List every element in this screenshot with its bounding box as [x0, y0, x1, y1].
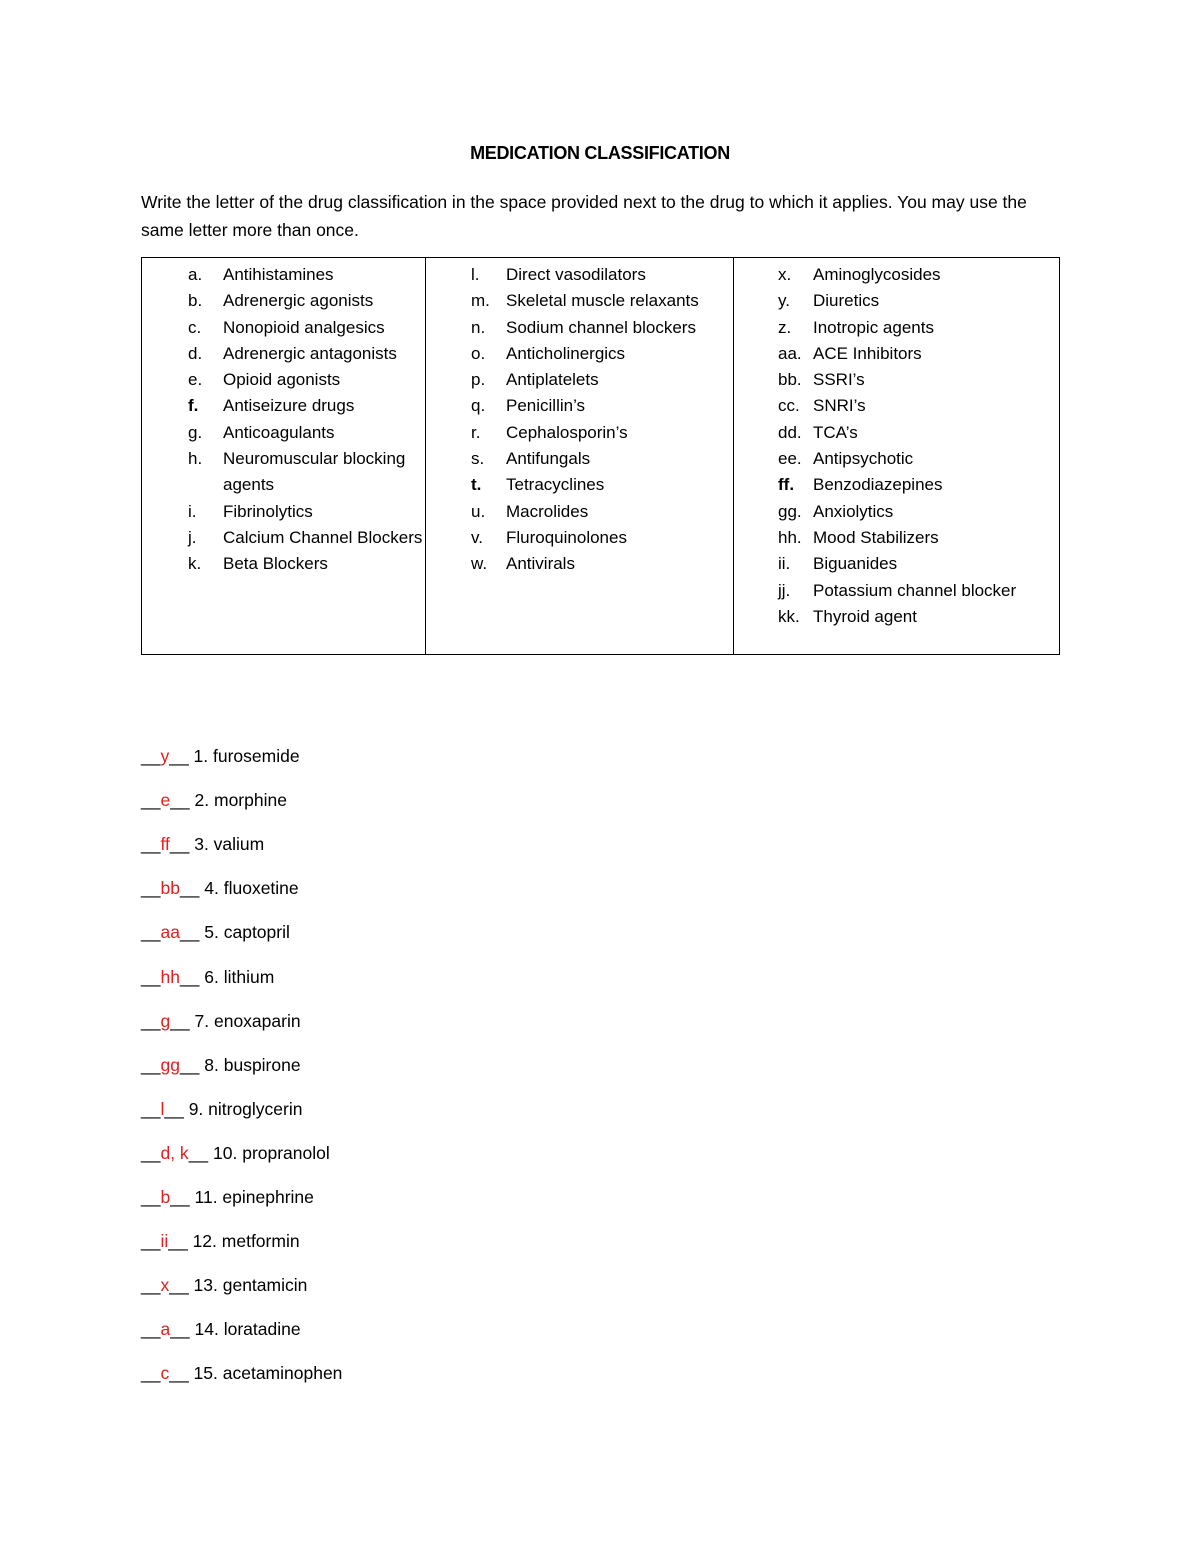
- drug-name: 12. metformin: [192, 1231, 300, 1252]
- classification-label: Mood Stabilizers: [813, 527, 939, 547]
- answer-row: [141, 1275, 307, 1296]
- classification-item: [778, 420, 1059, 446]
- answer-blank-right: __: [179, 1054, 205, 1075]
- classification-label: Antifungals: [506, 449, 591, 469]
- answer-blank-left: __: [141, 1363, 161, 1384]
- classification-label: Cephalosporin’s: [506, 422, 628, 442]
- classification-item: [778, 393, 1059, 419]
- answer-letter[interactable]: gg: [160, 1054, 180, 1075]
- classification-marker: dd.: [778, 422, 802, 442]
- classification-label: Antipsychotic: [813, 449, 914, 469]
- answer-blank-right: __: [179, 922, 205, 943]
- classification-label: Adrenergic antagonists: [223, 343, 397, 363]
- classification-label: SNRI’s: [813, 396, 866, 416]
- answer-blank-right: __: [170, 790, 195, 811]
- answer-blank-left: __: [141, 834, 161, 855]
- answer-blank-left: __: [141, 1054, 161, 1075]
- classification-marker: t.: [471, 475, 482, 495]
- answer-blank-left: __: [141, 746, 161, 766]
- classification-label: SSRI’s: [813, 370, 865, 390]
- classification-item: [188, 367, 425, 393]
- drug-name: 14. loratadine: [194, 1319, 301, 1340]
- answer-row: [141, 1099, 303, 1120]
- answer-blank-right: __: [170, 1319, 195, 1340]
- classification-marker: gg.: [778, 501, 802, 521]
- classification-label: ACE Inhibitors: [813, 343, 922, 363]
- classification-item: [471, 499, 733, 525]
- answer-blank-right: __: [164, 1098, 189, 1119]
- answer-row: [141, 1231, 300, 1252]
- classification-item: [778, 472, 1059, 498]
- answer-blank-left: __: [141, 1098, 161, 1119]
- answer-blank-left: __: [141, 922, 161, 943]
- answer-row: [141, 746, 300, 767]
- classification-marker: w.: [471, 554, 488, 574]
- classification-label: Antivirals: [506, 554, 575, 574]
- answer-row: [141, 1011, 301, 1032]
- classification-marker: ii.: [778, 554, 791, 574]
- answer-row: [141, 967, 274, 988]
- classification-item: [471, 262, 733, 288]
- classification-label: Antiseizure drugs: [223, 396, 355, 416]
- classification-item: [778, 288, 1059, 314]
- drug-name: 8. buspirone: [204, 1054, 301, 1075]
- drug-name: 15. acetaminophen: [193, 1363, 343, 1384]
- classification-label: Skeletal muscle relaxants: [506, 291, 699, 311]
- classification-label: Antihistamines: [223, 265, 334, 284]
- classification-label: Beta Blockers: [223, 554, 328, 574]
- classification-label: Fibrinolytics: [223, 501, 313, 521]
- answer-blank-right: __: [169, 746, 194, 766]
- classification-label: Direct vasodilators: [506, 265, 646, 284]
- answer-blank-left: __: [141, 966, 161, 987]
- classification-item: [188, 262, 425, 288]
- answer-letter[interactable]: ff: [160, 834, 170, 855]
- classification-marker: f.: [188, 396, 199, 416]
- drug-name: 1. furosemide: [193, 746, 300, 766]
- classification-marker: z.: [778, 317, 792, 337]
- classification-marker: n.: [471, 317, 486, 337]
- classification-marker: l.: [471, 265, 480, 284]
- answer-blank-right: __: [179, 878, 205, 899]
- answer-row: [141, 922, 290, 943]
- classification-item: [188, 446, 425, 499]
- classification-item: [471, 525, 733, 551]
- classification-item: [471, 341, 733, 367]
- answer-blank-right: __: [169, 1275, 194, 1296]
- classification-item: [471, 472, 733, 498]
- answer-letter[interactable]: g: [160, 1010, 171, 1031]
- classification-table: [141, 257, 1060, 655]
- classification-marker: c.: [188, 317, 202, 337]
- classification-item: [188, 315, 425, 341]
- answer-row: [141, 790, 287, 811]
- answer-blank-left: __: [141, 790, 161, 811]
- answer-letter[interactable]: d, k: [160, 1142, 189, 1163]
- classification-label: Diuretics: [813, 291, 880, 311]
- answer-letter[interactable]: aa: [160, 922, 180, 943]
- classification-label: Benzodiazepines: [813, 475, 943, 495]
- classification-marker: kk.: [778, 606, 800, 626]
- classification-column-3: [733, 258, 1059, 654]
- classification-marker: y.: [778, 291, 790, 311]
- classification-item: [778, 499, 1059, 525]
- classification-marker: e.: [188, 370, 203, 390]
- answer-blank-right: __: [169, 834, 195, 855]
- answer-blank-right: __: [188, 1142, 214, 1163]
- classification-marker: ff.: [778, 475, 795, 495]
- answer-blank-left: __: [141, 1142, 161, 1163]
- classification-item: [471, 446, 733, 472]
- classification-item: [471, 288, 733, 314]
- classification-label: Penicillin’s: [506, 396, 586, 416]
- answer-row: [141, 1143, 330, 1164]
- classification-marker: q.: [471, 396, 486, 416]
- answer-blank-left: __: [141, 1187, 161, 1207]
- classification-marker: aa.: [778, 343, 802, 363]
- classification-marker: ee.: [778, 449, 802, 469]
- classification-marker: o.: [471, 343, 486, 363]
- classification-marker: r.: [471, 422, 481, 442]
- classification-item: [188, 420, 425, 446]
- classification-item: [778, 315, 1059, 341]
- answer-blank-left: __: [141, 1231, 161, 1252]
- classification-marker: j.: [188, 527, 197, 547]
- classification-label: Calcium Channel Blockers: [223, 527, 423, 547]
- drug-name: 7. enoxaparin: [194, 1010, 301, 1031]
- classification-label: Biguanides: [813, 554, 898, 574]
- classification-marker: jj.: [778, 580, 791, 600]
- classification-item: [778, 262, 1059, 288]
- classification-marker: h.: [188, 449, 203, 469]
- answer-row: [141, 878, 299, 899]
- classification-item: [778, 367, 1059, 393]
- classification-item: [778, 341, 1059, 367]
- drug-name: 10. propranolol: [213, 1142, 330, 1163]
- classification-marker: g.: [188, 422, 203, 442]
- classification-item: [471, 393, 733, 419]
- drug-name: 6. lithium: [204, 966, 275, 987]
- classification-label: Opioid agonists: [223, 370, 341, 390]
- answer-blank-left: __: [141, 1275, 161, 1296]
- classification-marker: x.: [778, 265, 792, 284]
- classification-item: [188, 551, 425, 577]
- answer-letter[interactable]: a: [160, 1319, 171, 1340]
- classification-list-3: [733, 258, 1059, 630]
- classification-marker: k.: [188, 554, 202, 574]
- answer-blank-right: __: [170, 1010, 195, 1031]
- classification-marker: cc.: [778, 396, 800, 416]
- classification-label: Nonopioid analgesics: [223, 317, 385, 337]
- drug-name: 11. epinephrine: [194, 1187, 314, 1207]
- answer-row: [141, 1187, 314, 1208]
- instructions-text: Write the letter of the drug classification in the space provided next to the drug to which it applies. You may use the same letter more than once.: [141, 192, 1027, 240]
- classification-marker: m.: [471, 291, 490, 311]
- classification-label: Anticholinergics: [506, 343, 626, 363]
- classification-item: [778, 446, 1059, 472]
- classification-item: [471, 315, 733, 341]
- answer-row: [141, 1363, 342, 1384]
- classification-item: [778, 578, 1059, 604]
- classification-marker: b.: [188, 291, 203, 311]
- drug-name: 5. captopril: [204, 922, 290, 943]
- answer-blank-left: __: [141, 878, 161, 899]
- classification-item: [778, 525, 1059, 551]
- classification-item: [471, 551, 733, 577]
- classification-marker: p.: [471, 370, 486, 390]
- answer-letter[interactable]: hh: [160, 966, 180, 987]
- answer-row: [141, 834, 264, 855]
- drug-name: 9. nitroglycerin: [188, 1098, 303, 1119]
- classification-item: [778, 604, 1059, 630]
- classification-label: Potassium channel blocker: [813, 580, 1017, 600]
- classification-list-1: [142, 258, 425, 578]
- classification-label: Thyroid agent: [813, 606, 917, 626]
- classification-label: Anxiolytics: [813, 501, 894, 521]
- classification-item: [188, 525, 425, 551]
- classification-list-2: [425, 258, 733, 578]
- classification-column-2: [425, 258, 734, 654]
- classification-label: Macrolides: [506, 501, 589, 521]
- page-title: MEDICATION CLASSIFICATION: [470, 143, 730, 163]
- answer-letter[interactable]: y: [160, 746, 170, 766]
- answer-row: [141, 1319, 301, 1340]
- classification-marker: u.: [471, 501, 486, 521]
- answer-blank-right: __: [170, 1187, 195, 1207]
- drug-name: 2. morphine: [194, 790, 287, 811]
- classification-item: [188, 393, 425, 419]
- classification-marker: d.: [188, 343, 203, 363]
- classification-label: Anticoagulants: [223, 422, 335, 442]
- classification-item: [471, 420, 733, 446]
- classification-item: [778, 551, 1059, 577]
- classification-item: [188, 499, 425, 525]
- classification-label: Sodium channel blockers: [506, 317, 696, 337]
- drug-name: 4. fluoxetine: [204, 878, 299, 899]
- classification-marker: hh.: [778, 527, 802, 547]
- classification-label: Tetracyclines: [506, 475, 605, 495]
- classification-marker: s.: [471, 449, 485, 469]
- answer-blank-left: __: [141, 1010, 161, 1031]
- classification-label: Aminoglycosides: [813, 265, 941, 284]
- classification-marker: i.: [188, 501, 197, 521]
- classification-item: [188, 341, 425, 367]
- classification-marker: bb.: [778, 370, 802, 390]
- classification-marker: a.: [188, 265, 203, 284]
- answer-blank-right: __: [169, 1363, 194, 1384]
- answer-letter[interactable]: ii: [160, 1231, 169, 1252]
- classification-item: [188, 288, 425, 314]
- answer-letter[interactable]: x: [160, 1275, 170, 1296]
- classification-label: Antiplatelets: [506, 370, 599, 390]
- classification-label: Adrenergic agonists: [223, 291, 374, 311]
- answer-blank-right: __: [168, 1231, 193, 1252]
- classification-column-1: [142, 258, 426, 654]
- answer-blank-left: __: [141, 1319, 161, 1340]
- classification-marker: v.: [471, 527, 483, 547]
- answer-letter[interactable]: c: [160, 1363, 170, 1384]
- answer-row: [141, 1055, 301, 1076]
- classification-label: Inotropic agents: [813, 317, 934, 337]
- drug-name: 3. valium: [194, 834, 265, 855]
- drug-name: 13. gentamicin: [193, 1275, 308, 1296]
- answer-letter[interactable]: l: [160, 1098, 165, 1119]
- answer-letter[interactable]: b: [160, 1187, 171, 1207]
- classification-label: TCA’s: [813, 422, 858, 442]
- classification-item: [471, 367, 733, 393]
- classification-label: Fluroquinolones: [506, 527, 627, 547]
- classification-label: Neuromuscular blocking agents: [223, 449, 406, 495]
- answer-blank-right: __: [179, 966, 205, 987]
- answer-letter[interactable]: bb: [160, 878, 180, 899]
- answer-letter[interactable]: e: [160, 790, 171, 811]
